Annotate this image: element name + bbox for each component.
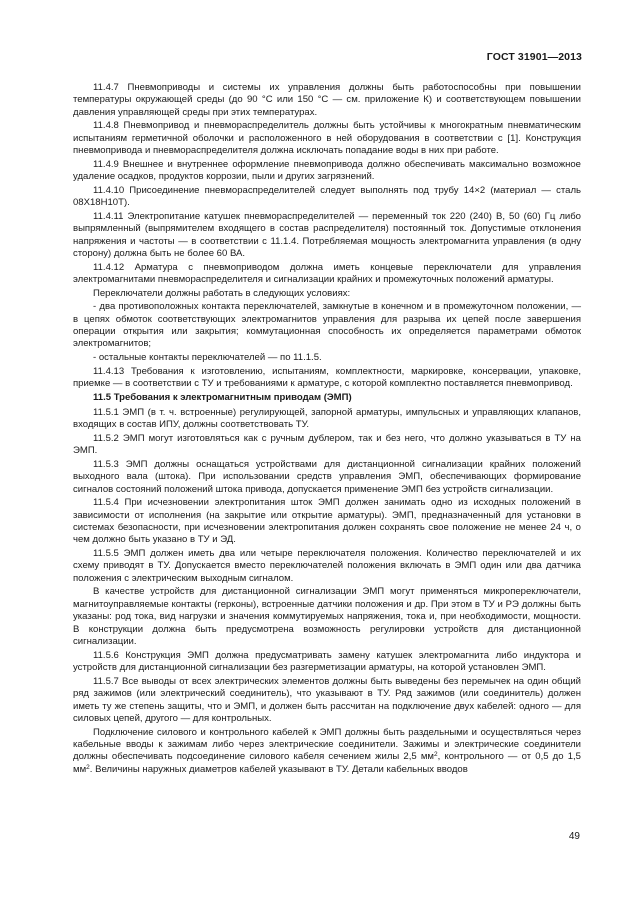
- list-item: - два противоположных контакта переключателей, замкнутые в конечном и в промежуточном положении, — в цепях обмоток соответствующих электромагнитов управления для разрыва их цепей после завершения операции открытия или закрытия; коммутационная способность их определяется параметрами обмоток электромагнитов;: [73, 301, 581, 350]
- superscript: 2: [86, 763, 90, 771]
- paragraph: 11.5.7 Все выводы от всех электрических элементов должны быть выведены без перемычек на один общий ряд зажимов (или электрический соединитель), что указывают в ТУ. Ряд зажимов (или соединитель) должен иметь ту же степень защиты, что и ЭМП, и должен быть рассчитан на подключение двух кабелей: одного — для силовых цепей, другого — для контрольных.: [73, 675, 581, 724]
- paragraph: 11.5.2 ЭМП могут изготовляться как с ручным дублером, так и без него, что должно указываться в ТУ на ЭМП.: [73, 432, 581, 457]
- paragraph: 11.4.13 Требования к изготовлению, испытаниям, комплектности, маркировке, консервации, упаковке, приемке — в соответствии с ТУ и требованиями к арматуре, с которой комплектно поставляется пневмопривод.: [73, 365, 581, 390]
- paragraph: Переключатели должны работать в следующих условиях:: [93, 287, 351, 299]
- standard-header: ГОСТ 31901—2013: [486, 51, 582, 63]
- paragraph: 11.4.8 Пневмопривод и пневмораспределитель должны быть устойчивы к многократным пневматическим испытаниям герметичной оболочки и расположенного в ней оборудования в соответствии с [1]. Конструкция пневмопривода и пневмораспределителя должна исключать попадание воды в них при работе.: [73, 120, 581, 157]
- paragraph-last: [73, 727, 581, 777]
- paragraph: 11.5.1 ЭМП (в т. ч. встроенные) регулирующей, запорной арматуры, импульсных и управляющих клапанов, входящих в состав ИПУ, должны соответствовать ТУ.: [73, 406, 581, 431]
- page-number: 49: [568, 831, 580, 842]
- paragraph: 11.4.9 Внешнее и внутреннее оформление пневмопривода должно обеспечивать максимально возможное удаление осадков, продуктов коррозии, пыли и других загрязнений.: [73, 158, 581, 183]
- paragraph: 11.4.11 Электропитание катушек пневмораспределителей — переменный ток 220 (240) В, 50 (60) Гц либо выпрямленный (выпрямителем входящего в состав распределителя) постоянный ток. Допустимые отклонения напряжения и частоты — в соответствии с 11.1.4. Потребляемая мощность электромагнита управления (в одну сторону) должна быть не более 60 ВА.: [73, 210, 581, 260]
- paragraph: 11.4.10 Присоединение пневмораспределителей следует выполнять под трубу 14×2 (материал — сталь 08Х18Н10Т).: [73, 184, 581, 209]
- superscript: 2: [433, 751, 438, 759]
- list-item: - остальные контакты переключателей — по 11.1.5.: [93, 352, 322, 364]
- text-run: Подключение силового и контрольного кабелей к ЭМП должны быть раздельными и осуществляться через кабельные вводы к зажимам либо через электрические соединители. Зажимы и электрические соединители должны обеспечивать подсоединение силового кабеля сечением жилы 2,5 мм: [73, 726, 581, 763]
- paragraph: 11.5.6 Конструкция ЭМП должна предусматривать замену катушек электромагнита либо индуктора и устройств для дистанционной сигнализации без разгерметизации арматуры, на которой установлен ЭМП.: [73, 649, 581, 674]
- body-text: [73, 82, 581, 777]
- section-heading: 11.5 Требования к электромагнитным приводам (ЭМП): [93, 392, 352, 404]
- text-run: , контрольного — от 0,5 до 1,5 мм: [73, 751, 581, 775]
- paragraph: 11.5.5 ЭМП должен иметь два или четыре переключателя положения. Количество переключателей и их схему приводят в ТУ. Допускается вместо переключателей положения включать в ЭМП один или два датчика положения с электрическим выходным сигналом.: [73, 548, 581, 584]
- paragraph: В качестве устройств для дистанционной сигнализации ЭМП могут применяться микропереключатели, магнитоуправляемые контакты (герконы), встроенные датчики положения и др. При этом в ТУ и РЭ должны быть указаны: род тока, вид нагрузки и значения коммутируемых напряжения, тока и, при необходимости, мощности. В конструкции должна быть предусмотрена возможность регулировки устройств для дистанционной сигнализации.: [73, 586, 581, 648]
- paragraph: 11.4.7 Пневмоприводы и системы их управления должны быть работоспособны при повышении температуры окружающей среды (до 90 °С или 150 °С — см. приложение К) и соответствующем повышении давления управляющей среды при этих температурах.: [73, 82, 581, 118]
- text-run: . Величины наружных диаметров кабелей указывают в ТУ. Детали кабельных вводов: [89, 763, 468, 775]
- paragraph: 11.5.4 При исчезновении электропитания шток ЭМП должен занимать одно из исходных положений в зависимости от исполнения (на закрытие или открытие арматуры). ЭМП, предназначенный для установки в системах безопасности, при исчезновении электропитания должен сохранять свое положение не менее 24 ч, о чем должно быть указано в ТУ и ЭД.: [73, 497, 581, 546]
- paragraph: 11.5.3 ЭМП должны оснащаться устройствами для дистанционной сигнализации крайних положений выходного вала (штока). При использовании средств управления ЭМП, обеспечивающих формирование сигналов состояний положений штока привода, допускается применение ЭМП без устройств сигнализации.: [73, 458, 581, 495]
- paragraph: 11.4.12 Арматура с пневмоприводом должна иметь концевые переключатели для управления электромагнитами пневмораспределителя и сигнализации крайних и промежуточных положений арматуры.: [73, 261, 581, 286]
